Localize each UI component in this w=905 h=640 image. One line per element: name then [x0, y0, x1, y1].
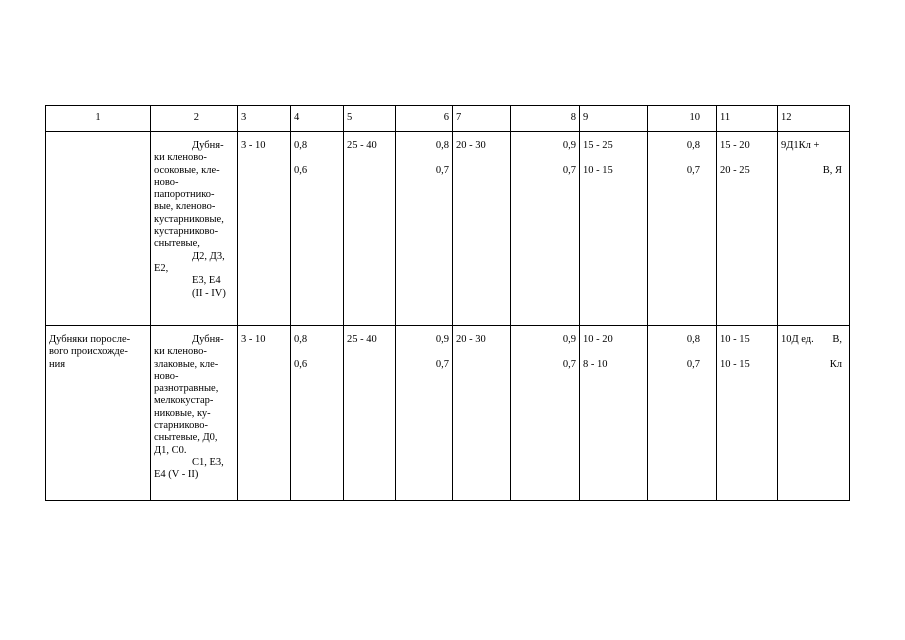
header-cell-10: 10 [648, 106, 717, 132]
cell-col3: 3 - 10 [238, 132, 291, 326]
header-cell-11: 11 [717, 106, 778, 132]
cell-forest-type: Дубняки поросле- вого происхожде- ния [46, 326, 151, 501]
cell-col12: 10Д ед. В, Кл [778, 326, 850, 501]
header-cell-8: 8 [511, 106, 580, 132]
cell-col6: 0,9 0,7 [396, 326, 453, 501]
cell-col11: 10 - 15 10 - 15 [717, 326, 778, 501]
header-cell-1: 1 [46, 106, 151, 132]
cell-col6: 0,8 0,7 [396, 132, 453, 326]
cell-description: Дубня- ки кленово- осоковые, кле- ново- папоротнико- вые, кленово- кустарниковые, кустарниково- снытевые, Д2, Д3, Е2, Е3, Е4 (II - IV) [151, 132, 238, 326]
cell-col11: 15 - 20 20 - 25 [717, 132, 778, 326]
cell-description: Дубня- ки кленово- злаковые, кле- ново- разнотравные, мелкокустар- никовые, ку- старниково- снытевые, Д0, Д1, С0. С1, Е3, Е4 (V - II) [151, 326, 238, 501]
table-header-row [46, 106, 850, 132]
header-cell-6: 6 [396, 106, 453, 132]
cell-col7: 20 - 30 [453, 326, 511, 501]
header-cell-4: 4 [291, 106, 344, 132]
forest-table [45, 105, 850, 501]
header-cell-12: 12 [778, 106, 850, 132]
cell-col3: 3 - 10 [238, 326, 291, 501]
header-cell-5: 5 [344, 106, 396, 132]
cell-col5: 25 - 40 [344, 132, 396, 326]
cell-col10: 0,8 0,7 [648, 132, 717, 326]
cell-col8: 0,9 0,7 [511, 132, 580, 326]
cell-col12: 9Д1Кл + В, Я [778, 132, 850, 326]
header-cell-3: 3 [238, 106, 291, 132]
cell-col9: 10 - 20 8 - 10 [580, 326, 648, 501]
cell-col10: 0,8 0,7 [648, 326, 717, 501]
cell-col5: 25 - 40 [344, 326, 396, 501]
cell-col7: 20 - 30 [453, 132, 511, 326]
header-cell-2: 2 [151, 106, 238, 132]
cell-col9: 15 - 25 10 - 15 [580, 132, 648, 326]
table-row [46, 132, 850, 326]
header-cell-9: 9 [580, 106, 648, 132]
cell-col4: 0,8 0,6 [291, 326, 344, 501]
cell-col4: 0,8 0,6 [291, 132, 344, 326]
header-cell-7: 7 [453, 106, 511, 132]
table-row [46, 326, 850, 501]
cell-col8: 0,9 0,7 [511, 326, 580, 501]
cell-forest-type [46, 132, 151, 326]
